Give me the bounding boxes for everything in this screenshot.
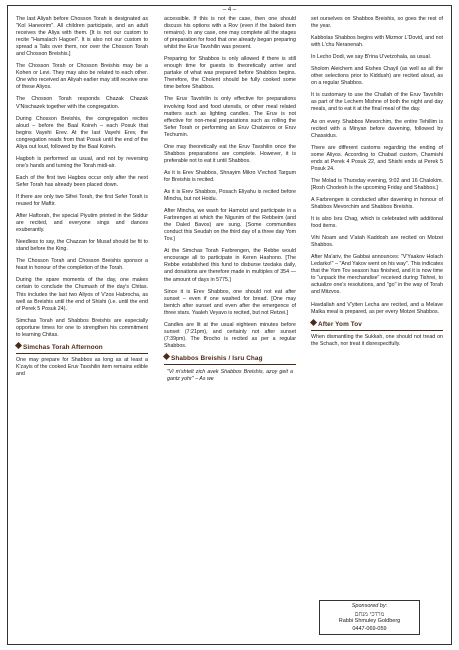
paragraph: After Mincha, we wash for Hamotzi and participate in a Farbrengen at which the Nigunim of the Rebbeim (and the Daled Bavos) are sung. [Some communities conduct this Seudah on the third day of a three day Yom Tov.] — [164, 208, 296, 243]
paragraph: At the Simchas Torah Farbrengen, the Rebbe would encourage all to participate in Keren Hashono. [The Rebbe established this fund to disburse tzedaka daily, and donations are therefore made in multiples of 354 — the amount of days in 5775.] — [164, 248, 296, 283]
paragraph: After Ma'ariv, the Gabbai announces: "V'Yaakov Holach Ledarko!" – "And Yakov went on his way". This indicates that the Yom Tov season has finished, and it is now time to "unpack the merchandise" received during Tishrei, to actualize one's resolutions, and "go" in the way of Torah and Mitzvos. — [311, 254, 443, 296]
paragraph: During Chosson Breishis, the congregation recites aloud – before the Baal Koireh – each Posuk that begins Vayehi Erev. At the last Vayehi Erev, the congregation reads from that Posuk until the end of the Aliya out loud, followed by the Baal Koireh. — [16, 115, 148, 150]
column-2 — [164, 16, 296, 389]
paragraph: After Haftorah, the special Piyutim printed in the Siddur are recited, and everyone sings and dances exuberantly. — [16, 213, 148, 234]
paragraph: The last Aliyah before Chosson Torah is designated as "Kol Haneorim". All children participate, and an adult receives the Aliya with them. [It is not our custom to recite "Hamalach Hagoel". It is also not our custom to spread a Talis over them, nor over the Chosson Torah and Chosson Breishis.] — [16, 16, 148, 58]
paragraph: Since it is Erev Shabbos, one should not eat after sunset – even if one washed for bread. [One may bentch after sunset and even after the emergence of three stars. Yaaleh Veyavo is recited, but not Retzei.] — [164, 288, 296, 316]
paragraph: Candles are lit at the usual eighteen minutes before sunset (7:21pm), and certainly not after sunset (7:39pm). The Brocho is recited as per a regular Shabbos. — [164, 321, 296, 349]
quote-paragraph: "Vi m'shtelt zich avek Shabbos Breishis, azoy geit a gantz yohr" – As we — [167, 368, 293, 382]
paragraph: accessible. If this is not the case, then one should discuss his options with a Rov (even if the baked item remains). In any case, one may complete all the stages of preparation for food that one already began preparing whilst the Eruv Tavshilin was present. — [164, 16, 296, 51]
paragraph: The Chosson Torah or Chosson Breishis may be a Kohen or Levi. They may also be related to each other. One who received an Aliyah earlier may still receive one of these Aliyos. — [16, 63, 148, 91]
sponsor-box — [319, 600, 420, 635]
section-heading-text: Simchas Torah Afternoon — [23, 343, 103, 351]
paragraph: One may theoretically eat the Eruv Tavshilin once the Shabbos preparations are complete. However, it is preferable not to eat it until Shabbos. — [164, 143, 296, 164]
diamond-bullet-icon — [15, 342, 22, 349]
paragraph: Preparing for Shabbos is only allowed if there is still enough time for guests to theoretically arrive and partake of what was prepared before Shabbos begins. Therefore, the Cholent should be fully cooked some time before Shabbos. — [164, 56, 296, 91]
diamond-bullet-icon — [310, 319, 317, 326]
paragraph: As on every Shabbos Mevorchim, the entire Tehillim is recited with a Minyan before davening, followed by Chassidus. — [311, 118, 443, 139]
section-heading-text: After Yom Tov — [318, 320, 362, 328]
diamond-bullet-icon — [163, 353, 170, 360]
paragraph: Havdallah and V'yiten Lecha are recited, and a Melave Malka meal is prepared, as per every Motzei Shabbos. — [311, 301, 443, 315]
paragraph: Each of the first two Hagbos occur only after the next Sefer Torah has already been placed down. — [16, 174, 148, 188]
sponsor-label: Sponsored by: — [351, 603, 388, 609]
column-3-body — [311, 16, 443, 316]
paragraph: Kabbolas Shabbos begins with Mizmor L'Dovid, and not with L'chu Neranenah. — [311, 35, 443, 49]
paragraph: If there are only two Sifrei Torah, the first Sefer Torah is reused for Maftir. — [16, 193, 148, 208]
column-2-body — [164, 16, 296, 350]
section-heading-simchas-torah-afternoon — [16, 344, 148, 354]
paragraph: The Chosson Torah and Chosson Breishis sponsor a feast in honour of the completion of the Torah. — [16, 258, 148, 272]
sponsor-name: Rabbi Shmuley Goldberg — [338, 618, 401, 624]
paragraph: It is customary to use the Challah of the Eruv Tavshilin as part of the Lechem Mishne of both the night and day meals, and to eat it at the final meal of the day. — [311, 92, 443, 113]
paragraph: A Farbrengen is conducted after davening in honour of Shabbos Mevorchim and Shabbos Breishis. — [311, 196, 443, 210]
paragraph: set ourselves on Shabbos Breishis, so goes the rest of the year. — [311, 16, 443, 30]
section-heading-text: Shabbos Breishis / Isru Chag — [171, 354, 263, 362]
paragraph: The Molad is Thursday evening, 9:02 and 16 Chalokim. [Rosh Chodesh is the upcoming Friday and Shabbos.] — [311, 177, 443, 191]
paragraph: Needless to say, the Chazzan for Musaf should be fit to stand before the King. — [16, 239, 148, 253]
column-1 — [16, 16, 148, 383]
section-heading-after-yom-tov — [311, 321, 443, 331]
page-frame — [7, 5, 452, 645]
paragraph: As it is Erev Shabbos, Posach Eliyahu is recited before Mincha, but not Hoidu. — [164, 188, 296, 203]
page-number: – 4 – — [222, 7, 237, 13]
section-heading-shabbos-breishis — [164, 355, 296, 365]
paragraph: The Eruv Tavshilin is only effective for preparations involving food and food utensils, or other meal related matters such as lighting candles. The Eruv is not effective for non-meal preparations such as rolling the Sefer Torah or performing an Eruv Chatzeros or Eruv Techumin. — [164, 96, 296, 138]
paragraph: Vihi Noam and V'atah Kaddosh are recited on Motzei Shabbos. — [311, 235, 443, 249]
paragraph: Sholom Aleichem and Eishes Chayil (as well as all the other selections prior to Kiddush) are recited aloud, as on a regular Shabbos. — [311, 66, 443, 87]
sponsor-phone: 0447-069-059 — [352, 625, 387, 632]
paragraph: During the spare moments of the day, one makes certain to conclude the Chumash of the day's Chitas. This includes the last two Aliyos of V'zos Habrocha, as well as Breishis until the end of Shishi (i.e. until the end of Perek 5 Posuk 24). — [16, 277, 148, 312]
column-1-body — [16, 16, 148, 339]
paragraph: One may prepare for Shabbos as long as at least a K'zayis of the cooked Eruv Tavshilin item remains edible and — [16, 356, 148, 377]
paragraph: Simchas Torah and Shabbos Breishis are especially opportune times for one to strengthen his commitment to learning Chitas. — [16, 317, 148, 338]
paragraph: In Lecho Dodi, we say B'rina U'vetzohala, as usual. — [311, 54, 432, 61]
paragraph: There are different customs regarding the ending of some Aliyos. According to Chabad custom, Chamishi ends at Perek 4 Posuk 22, and Shishi ends at Perek 5 Posuk 24. — [311, 144, 443, 172]
paragraph: Hagboh is performed as usual, and not by reversing one's hands and turning the Torah midi-air. — [16, 155, 148, 169]
column-3 — [311, 16, 443, 353]
sponsor-hebrew-name: מרדכי מנחם — [354, 610, 385, 618]
paragraph: It is also Isru Chag, which is celebrated with additional food items. — [311, 216, 443, 230]
paragraph: When dismantling the Sukkah, one should not tread on the Schach, nor treat it disrespectfully. — [311, 333, 443, 347]
paragraph: The Chosson Torah responds Chazak Chazak V'Nischazek together with the congregation. — [16, 96, 148, 110]
paragraph: As it is Erev Shabbos, Shnayim Mikro V'echod Targum for Breishis is recited. — [164, 169, 296, 183]
